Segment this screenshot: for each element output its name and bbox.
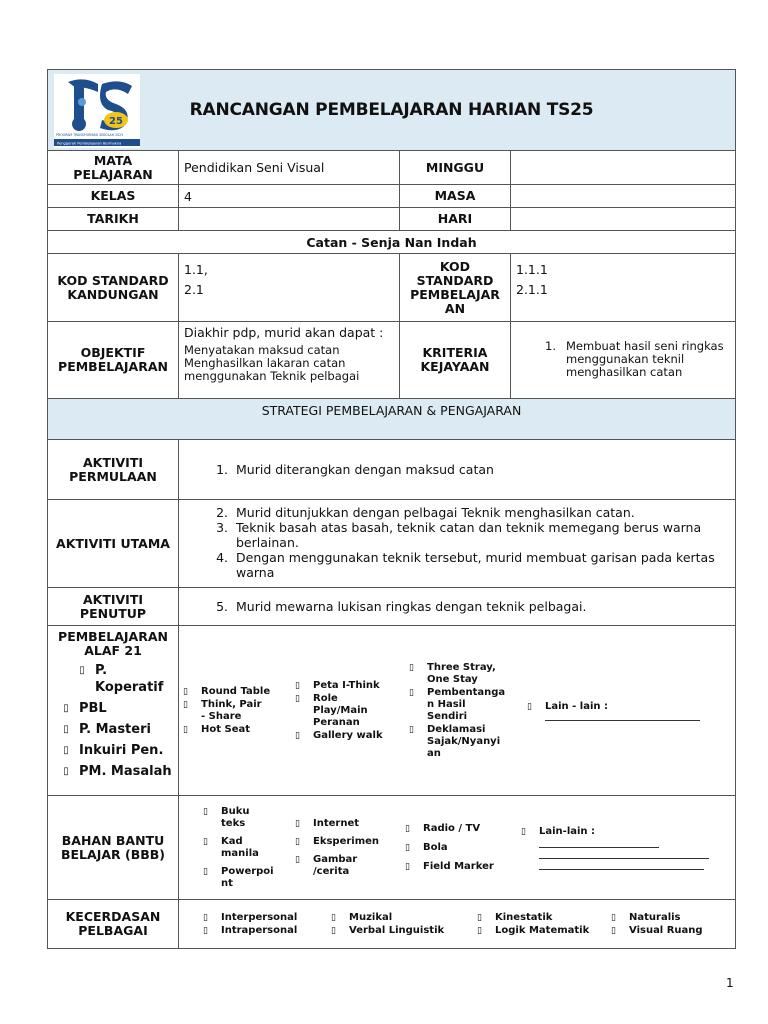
aktiviti-utama-cell [179,500,736,588]
bbb-options-cell [179,796,736,900]
checkbox-icon[interactable]: ▯ [295,693,300,704]
alaf21-option[interactable]: ▯ Pembentanga n Hasil Sendiri [409,686,506,722]
page-title: RANCANGAN PEMBELAJARAN HARIAN TS25 [189,100,594,120]
masa-value [511,185,736,208]
checkbox-icon[interactable]: ▯ [295,836,300,847]
checkbox-icon[interactable]: ▯ [203,806,208,817]
alaf21-left-item[interactable]: ▯ P. Koperatif [53,662,173,696]
kriteria-text: Membuat hasil seni ringkas menggunakan teknil menghasilkan catan [566,339,724,379]
alaf21-option[interactable]: ▯ Hot Seat [183,723,251,735]
checkbox-icon[interactable]: ▯ [183,686,188,697]
mata-pelajaran-value: Pendidikan Seni Visual [179,151,400,185]
checkbox-icon[interactable]: ▯ [409,687,414,698]
strategi-title: STRATEGI PEMBELAJARAN & PENGAJARAN [48,399,736,440]
alaf21-option-lain[interactable]: ▯ Lain - lain : [527,701,608,712]
aktiviti-permulaan-label: AKTIVITI PERMULAAN [48,440,179,500]
alaf21-option[interactable]: ▯ Gallery walk [295,729,383,741]
objektif-intro: Diakhir pdp, murid akan dapat : [184,325,384,340]
logo-caption-2: Penggerak Pembelajaran Bermakna [57,141,122,146]
kelas-label: KELAS [48,185,179,208]
alaf21-label-cell [48,626,179,796]
alaf21-options-cell [179,626,736,796]
checkbox-icon[interactable]: ▯ [183,724,188,735]
svg-text:25: 25 [109,116,123,127]
mata-pelajaran-label: MATA PELAJARAN [48,151,179,185]
lesson-plan-sheet [47,69,735,949]
kod-standard-pembelajaran-label: KOD STANDARD PEMBELAJAR AN [400,254,511,322]
bbb-col1 [203,804,295,892]
alaf21-options [183,661,731,761]
header-cell [48,70,736,151]
objektif-values [179,322,400,399]
kecerdasan-col3 [477,911,611,938]
alaf21-option[interactable]: ▯ Role Play/Main Peranan [295,692,368,728]
alaf21-option[interactable]: ▯ Three Stray, One Stay [409,661,496,685]
kod-standard-kandungan-label: KOD STANDARD KANDUNGAN [48,254,179,322]
checkbox-icon[interactable]: ▯ [405,823,410,834]
kecerdasan-option[interactable]: ▯ Naturalis [611,911,681,923]
checkbox-icon[interactable]: ▯ [183,699,188,710]
write-in-line[interactable] [539,858,709,859]
bbb-option-lain[interactable]: ▯ Lain-lain : [521,826,596,837]
checkbox-icon[interactable]: ▯ [63,745,69,756]
bbb-option[interactable]: ▯ Bola [405,841,448,853]
lesson-plan-table [47,69,736,949]
kecerdasan-col1 [203,911,331,938]
kod-standard-kandungan-values [179,254,400,322]
bbb-option[interactable]: ▯ Radio / TV [405,822,481,834]
topic-title: Catan - Senja Nan Indah [48,231,736,254]
bbb-label: BAHAN BANTU BELAJAR (BBB) [48,796,179,900]
checkbox-icon[interactable]: ▯ [203,836,208,847]
aktiviti-utama-label: AKTIVITI UTAMA [48,500,179,588]
page-number: 1 [726,976,734,990]
alaf21-option[interactable]: ▯ Peta I-Think [295,679,380,691]
kecerdasan-option[interactable]: ▯ Logik Matematik [477,924,590,936]
kod-kandungan-2: 2.1 [184,282,204,297]
objektif-label: OBJEKTIF PEMBELAJARAN [48,322,179,399]
aktiviti-utama-item: 3. Teknik basah atas basah, teknik catan dan teknik memegang berus warna berlainan. [232,520,730,550]
kecerdasan-option[interactable]: ▯ Interpersonal [203,911,298,923]
checkbox-icon[interactable]: ▯ [63,724,69,735]
aktiviti-penutup-cell [179,588,736,626]
bbb-col2 [295,816,405,880]
minggu-value [511,151,736,185]
checkbox-icon[interactable]: ▯ [477,912,482,923]
alaf21-left-item[interactable]: ▯ PM. Masalah [53,763,173,780]
bbb-option[interactable]: ▯ Eksperimen [295,835,380,847]
bbb-option[interactable]: ▯ Field Marker [405,860,494,872]
checkbox-icon[interactable]: ▯ [295,854,300,865]
alaf21-col2 [295,679,409,743]
checkbox-icon[interactable]: ▯ [203,912,208,923]
hari-label: HARI [400,208,511,231]
kecerdasan-options-cell [179,900,736,949]
bbb-col3 [405,820,521,876]
aktiviti-penutup-list [184,599,730,614]
alaf21-left-item[interactable]: ▯ P. Masteri [53,721,173,738]
bbb-option[interactable]: ▯ Kad manila [203,835,259,859]
bbb-option[interactable]: ▯ Powerpoi nt [203,865,274,889]
kecerdasan-option[interactable]: ▯ Intrapersonal [203,924,298,936]
kriteria-kejayaan-label: KRITERIA KEJAYAAN [400,322,511,399]
alaf21-col1 [183,685,295,737]
checkbox-icon[interactable]: ▯ [409,724,414,735]
checkbox-icon[interactable]: ▯ [295,730,300,741]
checkbox-icon[interactable]: ▯ [295,680,300,691]
checkbox-icon[interactable]: ▯ [611,912,616,923]
checkbox-icon[interactable]: ▯ [203,925,208,936]
alaf21-option[interactable]: ▯ Round Table [183,685,271,697]
bbb-option[interactable]: ▯ Internet [295,817,360,829]
checkbox-icon[interactable]: ▯ [295,818,300,829]
aktiviti-permulaan-list [184,462,730,477]
alaf21-left-item[interactable]: ▯ Inkuiri Pen. [53,742,173,759]
bbb-options [203,804,731,892]
checkbox-icon[interactable]: ▯ [611,925,616,936]
kecerdasan-col4 [611,911,711,938]
objektif-line-1: Menyatakan maksud catan [184,343,340,357]
aktiviti-penutup-label: AKTIVITI PENUTUP [48,588,179,626]
kod-pembelajaran-1: 1.1.1 [516,262,548,277]
checkbox-icon[interactable]: ▯ [405,842,410,853]
kod-kandungan-1: 1.1, [184,262,208,277]
checkbox-icon[interactable]: ▯ [477,925,482,936]
aktiviti-permulaan-item: 1. Murid diterangkan dengan maksud catan [232,462,730,477]
kecerdasan-option[interactable]: ▯ Kinestatik [477,911,553,923]
aktiviti-utama-item: 2. Murid ditunjukkan dengan pelbagai Teknik menghasilkan catan. [232,505,730,520]
alaf21-col3 [409,661,521,761]
kriteria-item [516,340,730,379]
kelas-value: 4 [179,185,400,208]
checkbox-icon[interactable]: ▯ [63,703,69,714]
write-in-line[interactable] [539,847,659,848]
objektif-line-2: Menghasilkan lakaran catan menggunakan Teknik pelbagai [184,356,360,383]
tarikh-label: TARIKH [48,208,179,231]
kriteria-kejayaan-values [511,322,736,399]
checkbox-icon[interactable]: ▯ [527,702,532,712]
kecerdasan-option[interactable]: ▯ Visual Ruang [611,924,703,936]
kod-pembelajaran-2: 2.1.1 [516,282,548,297]
alaf21-left-list [53,662,173,780]
masa-label: MASA [400,185,511,208]
alaf21-option[interactable]: ▯ Think, Pair - Share [183,698,262,722]
ts25-logo [54,74,140,148]
hari-value [511,208,736,231]
checkbox-icon[interactable]: ▯ [79,665,85,676]
aktiviti-utama-item: 4. Dengan menggunakan teknik tersebut, murid membuat garisan pada kertas warna [232,550,730,580]
checkbox-icon[interactable]: ▯ [63,766,69,777]
aktiviti-penutup-item: 5. Murid mewarna lukisan ringkas dengan teknik pelbagai. [232,599,730,614]
write-in-line[interactable] [545,720,700,721]
checkbox-icon[interactable]: ▯ [521,827,526,837]
checkbox-icon[interactable]: ▯ [331,925,336,936]
checkbox-icon[interactable]: ▯ [203,866,208,877]
kriteria-number: 1. [545,339,556,353]
kecerdasan-option[interactable]: ▯ Verbal Linguistik [331,924,445,936]
kecerdasan-col2 [331,911,477,938]
checkbox-icon[interactable]: ▯ [405,861,410,872]
alaf21-option[interactable]: ▯ Deklamasi Sajak/Nyanyi an [409,723,501,759]
logo-caption-1: PROGRAM TRANSFORMASI SEKOLAH 2025 [56,133,124,137]
bbb-option[interactable]: ▯ Gambar /cerita [295,853,358,877]
minggu-label: MINGGU [400,151,511,185]
alaf21-label: PEMBELAJARAN ALAF 21 [58,629,168,658]
aktiviti-utama-list [184,505,730,580]
kecerdasan-label: KECERDASAN PELBAGAI [48,900,179,949]
tarikh-value [179,208,400,231]
checkbox-icon[interactable]: ▯ [409,662,414,673]
kecerdasan-options [203,911,731,938]
bbb-col4 [521,825,711,870]
aktiviti-permulaan-cell [179,440,736,500]
alaf21-left-item[interactable]: ▯ PBL [53,700,173,717]
write-in-line[interactable] [539,869,704,870]
checkbox-icon[interactable]: ▯ [331,912,336,923]
alaf21-col4 [521,700,727,721]
bbb-option[interactable]: ▯ Buku teks [203,805,250,829]
kod-standard-pembelajaran-values [511,254,736,322]
kecerdasan-option[interactable]: ▯ Muzikal [331,911,393,923]
